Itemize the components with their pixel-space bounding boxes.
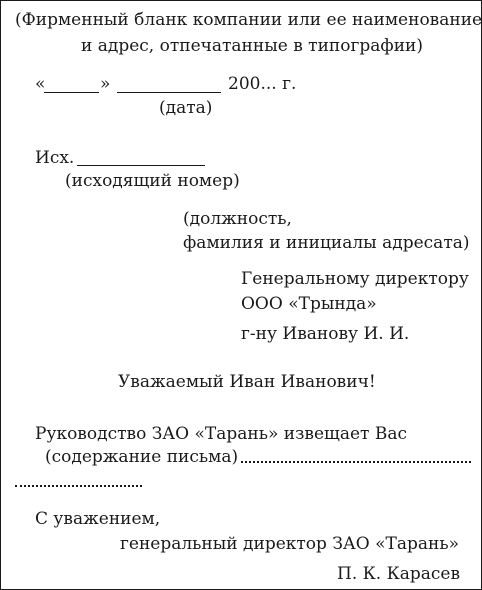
date-day-blank <box>44 92 99 93</box>
addressee-line-3: г-ну Иванову И. И. <box>241 324 410 344</box>
date-caption: (дата) <box>159 98 213 118</box>
body-dotted-fill-1 <box>241 461 471 463</box>
body-line-1: Руководство ЗАО «Тарань» извещает Вас <box>35 424 407 444</box>
addressee-hint-line-1: (должность, <box>183 209 292 229</box>
closing-position: генеральный директор ЗАО «Тарань» <box>120 534 460 554</box>
addressee-line-2: ООО «Трында» <box>241 294 377 314</box>
date-year: 200... г. <box>228 74 297 94</box>
date-month-blank <box>117 92 221 93</box>
date-close-quote: » <box>100 74 111 94</box>
salutation: Уважаемый Иван Иванович! <box>118 372 376 392</box>
outgoing-caption: (исходящий номер) <box>65 171 240 191</box>
body-dotted-fill-2 <box>15 485 142 487</box>
closing-signatory-name: П. К. Карасев <box>337 564 461 584</box>
addressee-hint-line-2: фамилия и инициалы адресата) <box>183 233 470 253</box>
addressee-line-1: Генеральному директору <box>241 269 469 289</box>
outgoing-label: Исх. <box>35 148 75 168</box>
outgoing-number-blank <box>77 165 205 166</box>
date-open-quote: « <box>35 74 46 94</box>
body-line-2: (содержание письма) <box>45 447 239 467</box>
header-line-1: (Фирменный бланк компании или ее наименование <box>15 10 482 30</box>
closing-regards: С уважением, <box>35 509 161 529</box>
header-line-2: и адрес, отпечатанные в типографии) <box>81 36 424 56</box>
